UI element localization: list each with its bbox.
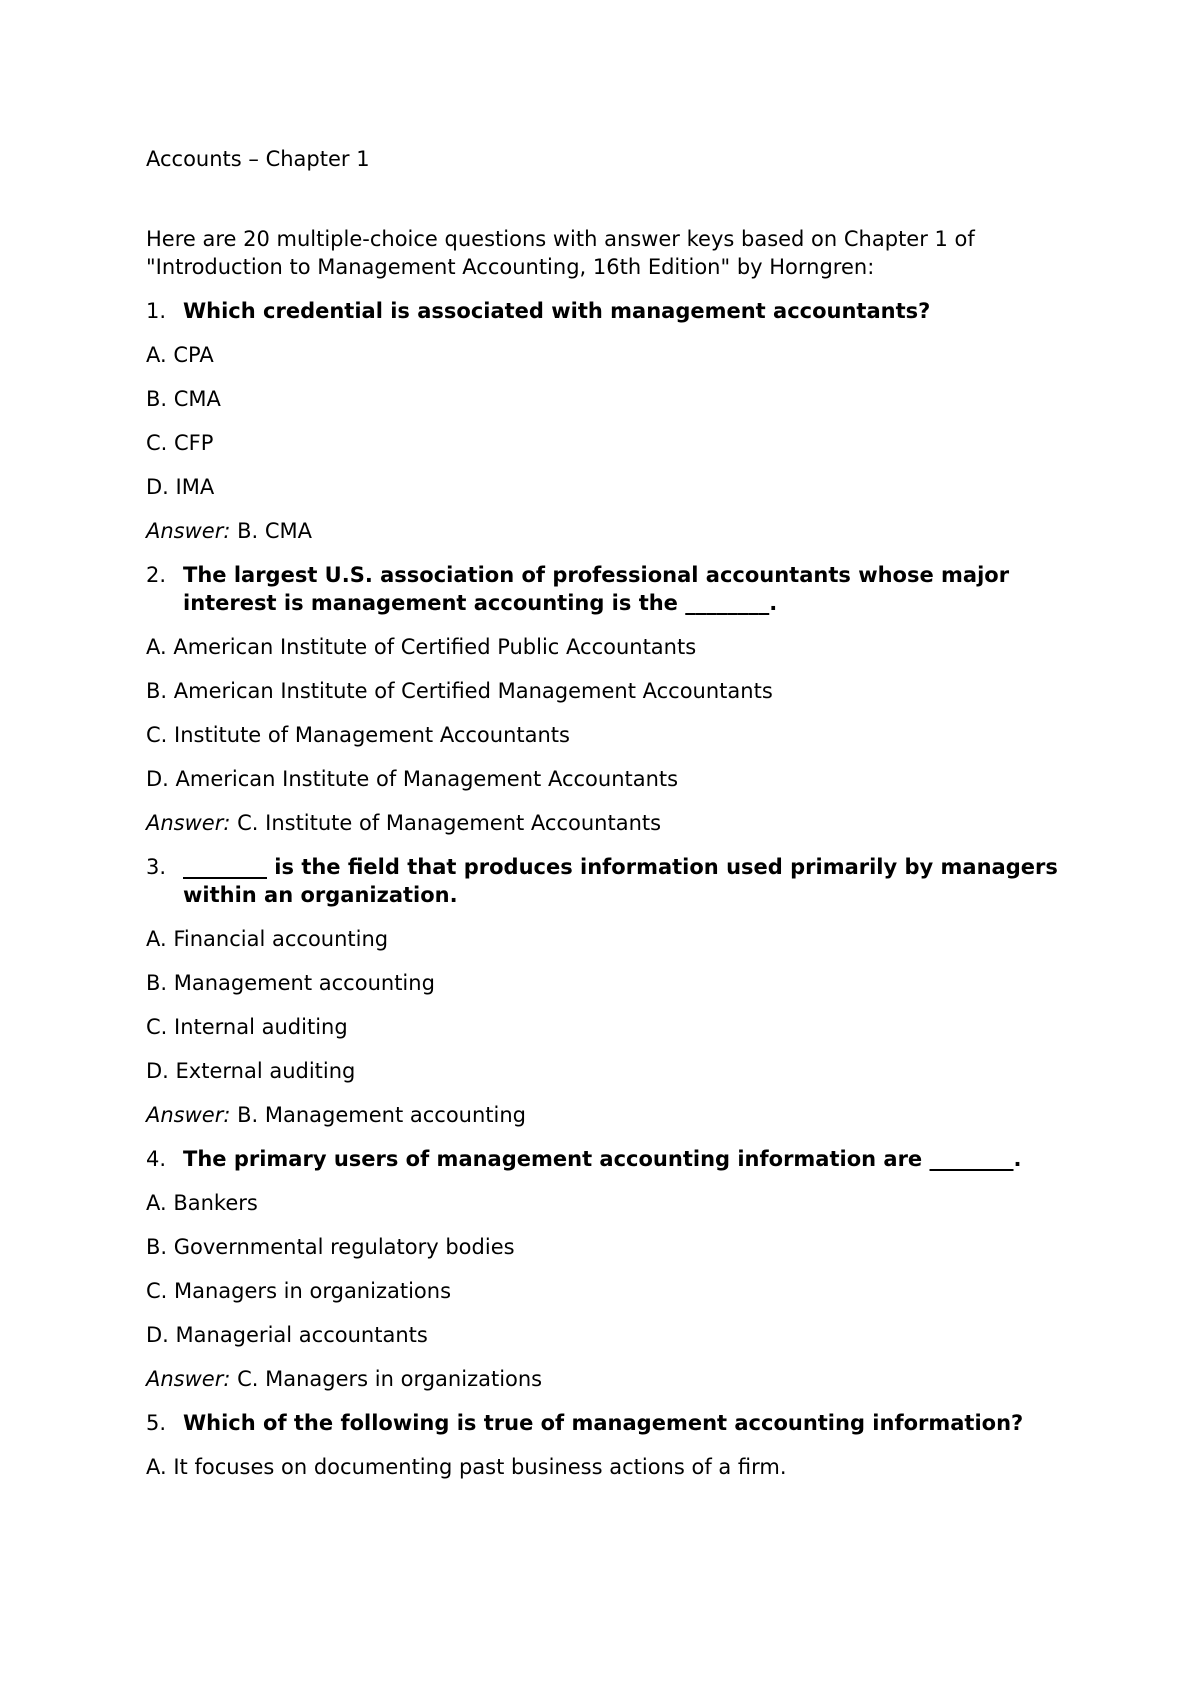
- answer-key: [146, 517, 1086, 545]
- option-c: C. Managers in organizations: [146, 1279, 452, 1303]
- answer-key: [146, 809, 1086, 837]
- document-title: Accounts – Chapter 1: [146, 147, 370, 171]
- question-number: 1.: [146, 299, 167, 323]
- question-text: The largest U.S. association of professional accountants whose major interest is management accounting is the ________.: [183, 563, 1010, 615]
- answer-value: B. Management accounting: [237, 1103, 527, 1127]
- option-a: A. CPA: [146, 343, 214, 367]
- answer-label: Answer:: [146, 811, 231, 835]
- question-3: [146, 853, 1086, 909]
- option-d: D. External auditing: [146, 1059, 356, 1083]
- answer-value: B. CMA: [237, 519, 313, 543]
- question-5: [146, 1409, 1086, 1437]
- question-number: 3.: [146, 855, 167, 879]
- question-text: Which of the following is true of management accounting information?: [183, 1411, 1024, 1435]
- question-text: Which credential is associated with management accountants?: [183, 299, 931, 323]
- question-2: [146, 561, 1086, 617]
- question-number: 2.: [146, 563, 167, 587]
- option-b: B. CMA: [146, 387, 221, 411]
- option-a: A. American Institute of Certified Public Accountants: [146, 635, 697, 659]
- option-b: B. American Institute of Certified Management Accountants: [146, 679, 773, 703]
- answer-label: Answer:: [146, 1367, 231, 1391]
- answer-value: C. Institute of Management Accountants: [237, 811, 662, 835]
- option-d: D. Managerial accountants: [146, 1323, 428, 1347]
- question-text: The primary users of management accounting information are ________.: [183, 1147, 1022, 1171]
- option-c: C. Internal auditing: [146, 1015, 348, 1039]
- document-intro: Here are 20 multiple-choice questions with answer keys based on Chapter 1 of "Introduction to Management Accounting, 16th Edition" by Horngren:: [146, 227, 975, 279]
- option-c: C. CFP: [146, 431, 214, 455]
- option-a: A. It focuses on documenting past business actions of a firm.: [146, 1455, 787, 1479]
- question-text: ________ is the field that produces information used primarily by managers within an organization.: [183, 855, 1058, 907]
- question-1: [146, 297, 1086, 325]
- option-a: A. Financial accounting: [146, 927, 389, 951]
- answer-value: C. Managers in organizations: [237, 1367, 543, 1391]
- answer-label: Answer:: [146, 519, 231, 543]
- option-c: C. Institute of Management Accountants: [146, 723, 570, 747]
- question-number: 4.: [146, 1147, 167, 1171]
- option-b: B. Governmental regulatory bodies: [146, 1235, 515, 1259]
- option-b: B. Management accounting: [146, 971, 435, 995]
- question-4: [146, 1145, 1086, 1173]
- answer-key: [146, 1365, 1086, 1393]
- option-a: A. Bankers: [146, 1191, 258, 1215]
- option-d: D. IMA: [146, 475, 215, 499]
- answer-key: [146, 1101, 1086, 1129]
- document-page: [146, 145, 1086, 1481]
- option-d: D. American Institute of Management Accountants: [146, 767, 679, 791]
- answer-label: Answer:: [146, 1103, 231, 1127]
- question-number: 5.: [146, 1411, 167, 1435]
